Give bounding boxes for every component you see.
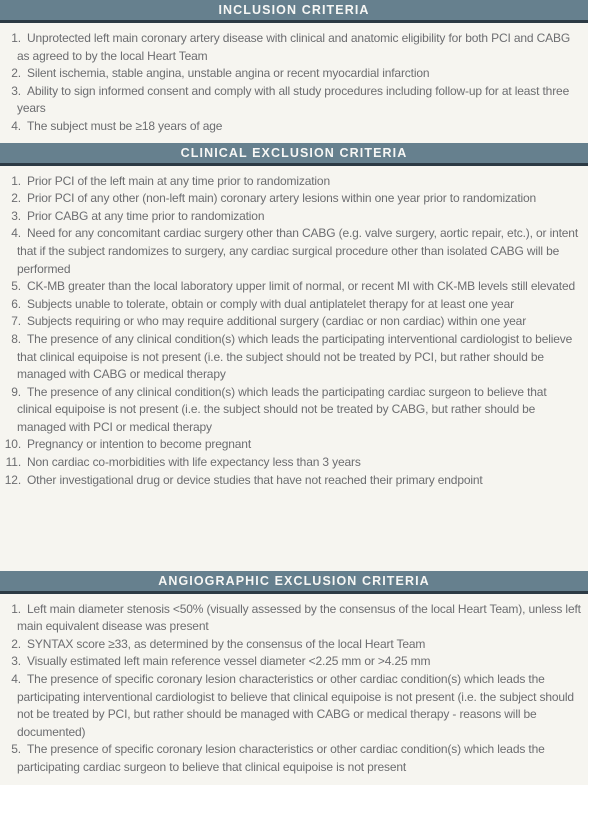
criteria-item bbox=[0, 331, 582, 384]
item-text: Other investigational drug or device studies that have not reached their primary endpoint bbox=[27, 472, 483, 487]
item-text: Visually estimated left main reference vessel diameter <2.25 mm or >4.25 mm bbox=[27, 654, 431, 669]
item-number: 7. bbox=[11, 314, 21, 329]
criteria-item bbox=[0, 296, 582, 314]
criteria-item bbox=[0, 83, 582, 118]
item-number: 2. bbox=[11, 636, 21, 651]
section-body-angiographic-exclusion bbox=[0, 594, 588, 785]
item-number: 10. bbox=[4, 437, 21, 452]
criteria-list-angiographic-exclusion bbox=[0, 594, 588, 784]
section-inclusion-criteria bbox=[0, 0, 588, 143]
criteria-item bbox=[0, 653, 582, 671]
criteria-item bbox=[0, 472, 582, 490]
item-text: The subject must be ≥18 years of age bbox=[27, 118, 223, 133]
criteria-item bbox=[0, 173, 582, 191]
criteria-item bbox=[0, 30, 582, 65]
item-text: The presence of specific coronary lesion characteristics or other cardiac condition(s) which leads the participating cardiac surgeon to believe that clinical equipoise is not present bbox=[17, 742, 545, 774]
criteria-item bbox=[0, 278, 582, 296]
item-text: Non cardiac co-morbidities with life expectancy less than 3 years bbox=[27, 455, 361, 470]
item-number: 4. bbox=[11, 118, 21, 133]
item-number: 4. bbox=[11, 671, 21, 686]
item-number: 2. bbox=[11, 66, 21, 81]
item-number: 5. bbox=[11, 742, 21, 757]
item-number: 12. bbox=[4, 472, 21, 487]
item-text: Prior CABG at any time prior to randomization bbox=[27, 208, 265, 223]
criteria-item bbox=[0, 384, 582, 437]
item-number: 8. bbox=[11, 331, 21, 346]
item-number: 11. bbox=[5, 455, 21, 470]
criteria-item bbox=[0, 225, 582, 278]
section-header-inclusion bbox=[0, 0, 588, 23]
criteria-item bbox=[0, 313, 582, 331]
item-text: The presence of any clinical condition(s) which leads the participating cardiac surgeon to believe that clinical equipoise is not present (i.e. the subject should not be treated by CABG, but rather should be managed with PCI or medical therapy bbox=[17, 384, 547, 434]
item-text: Unprotected left main coronary artery disease with clinical and anatomic eligibility for both PCI and CABG as agreed to by the local Heart Team bbox=[17, 31, 571, 63]
section-body-clinical-exclusion bbox=[0, 166, 588, 571]
criteria-item bbox=[0, 454, 582, 472]
criteria-item bbox=[0, 636, 582, 654]
item-number: 3. bbox=[11, 654, 21, 669]
criteria-item bbox=[0, 65, 582, 83]
item-number: 9. bbox=[11, 384, 21, 399]
item-text: Subjects unable to tolerate, obtain or comply with dual antiplatelet therapy for at least one year bbox=[27, 296, 514, 311]
criteria-item bbox=[0, 436, 582, 454]
item-number: 2. bbox=[11, 191, 21, 206]
item-number: 1. bbox=[11, 173, 21, 188]
criteria-item bbox=[0, 601, 582, 636]
item-number: 4. bbox=[11, 226, 21, 241]
criteria-item bbox=[0, 118, 582, 136]
item-number: 6. bbox=[11, 296, 21, 311]
item-text: Ability to sign informed consent and comply with all study procedures including follow-up for at least three years bbox=[17, 83, 570, 116]
criteria-list-inclusion bbox=[0, 23, 588, 143]
item-number: 5. bbox=[11, 279, 21, 294]
item-text: CK-MB greater than the local laboratory upper limit of normal, or recent MI with CK-MB levels still elevated bbox=[27, 279, 576, 294]
section-title: CLINICAL EXCLUSION CRITERIA bbox=[180, 145, 408, 160]
criteria-list-clinical-exclusion bbox=[0, 166, 588, 497]
item-text: Subjects requiring or who may require additional surgery (cardiac or non cardiac) within one year bbox=[27, 314, 527, 329]
section-title: ANGIOGRAPHIC EXCLUSION CRITERIA bbox=[158, 573, 430, 588]
criteria-item bbox=[0, 741, 582, 776]
item-text: The presence of specific coronary lesion characteristics or other cardiac condition(s) which leads the participating interventional cardiologist to believe that clinical equipoise is not present (i.e. the subject should not be treated by PCI, but rather should be managed with CABG or medical therapy - reasons will be documented) bbox=[17, 671, 574, 739]
item-text: Prior PCI of any other (non-left main) coronary artery lesions within one year prior to randomization bbox=[27, 191, 537, 206]
item-text: Prior PCI of the left main at any time prior to randomization bbox=[27, 173, 330, 188]
item-text: Pregnancy or intention to become pregnant bbox=[27, 437, 252, 452]
item-number: 1. bbox=[11, 601, 21, 616]
section-header-clinical-exclusion bbox=[0, 143, 588, 166]
section-angiographic-exclusion-criteria bbox=[0, 571, 588, 785]
section-header-angiographic-exclusion bbox=[0, 571, 588, 594]
item-number: 3. bbox=[11, 83, 21, 98]
item-text: The presence of any clinical condition(s) which leads the participating interventional cardiologist to believe that clinical equipoise is not present (i.e. the subject should not be treated by PCI, but rather should be managed with CABG or medical therapy bbox=[17, 331, 573, 382]
section-body-inclusion bbox=[0, 23, 588, 143]
item-text: Left main diameter stenosis <50% (visually assessed by the consensus of the local Heart Team), unless left main equivalent disease was present bbox=[17, 601, 581, 634]
criteria-item bbox=[0, 190, 582, 208]
item-text: Silent ischemia, stable angina, unstable angina or recent myocardial infarction bbox=[27, 66, 430, 81]
item-number: 3. bbox=[11, 208, 21, 223]
item-text: SYNTAX score ≥33, as determined by the consensus of the local Heart Team bbox=[27, 636, 426, 651]
section-title: INCLUSION CRITERIA bbox=[218, 3, 370, 17]
criteria-item bbox=[0, 671, 582, 741]
item-text: Need for any concomitant cardiac surgery other than CABG (e.g. valve surgery, aortic repair, etc.), or intent that if the subject randomizes to surgery, any cardiac surgical procedure other than isolated CABG will be performed bbox=[17, 226, 579, 276]
criteria-item bbox=[0, 208, 582, 226]
item-number: 1. bbox=[11, 31, 21, 45]
section-clinical-exclusion-criteria bbox=[0, 143, 588, 571]
